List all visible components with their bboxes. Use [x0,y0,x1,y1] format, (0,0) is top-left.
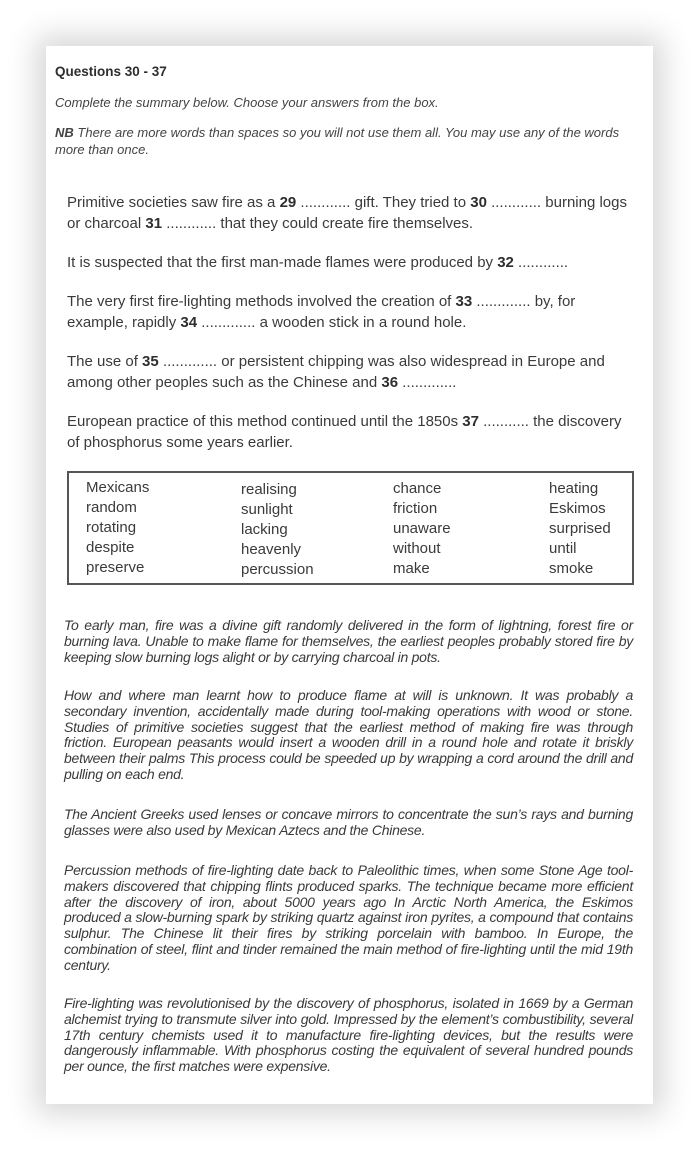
passage-paragraph: The Ancient Greeks used lenses or concave mirrors to concentrate the sun’s rays and burning glasses were also used by Mexican Aztecs and the Chinese. [64,806,633,838]
word-option: random [86,499,137,516]
word-option: despite [86,539,135,556]
gap-number: 32 [497,254,514,271]
gap-blank: ............. or persistent chipping was also widespread in Europe and among other peoples such as the Chinese and [67,353,605,391]
gap-blank: ............. by, for example, rapidly [67,293,576,331]
word-column [393,479,451,579]
word-option: surprised [549,520,611,537]
gap-number: 30 [470,194,487,211]
word-option: without [393,540,441,557]
gap-blank: ............ burning logs or charcoal [67,194,627,232]
gap-number: 31 [145,214,163,232]
word-option: lacking [241,521,288,538]
instruction-text: Complete the summary below. Choose your answers from the box. [55,95,439,110]
word-box [67,471,634,585]
summary-paragraph [67,193,637,234]
summary-paragraph [67,292,637,333]
summary-text: The use of [67,353,143,370]
summary-text: The very first fire-lighting methods involved the creation of [67,293,456,310]
word-column [549,479,611,579]
gap-number: 29 [279,194,297,211]
word-option: smoke [549,560,594,577]
word-column [241,480,314,580]
word-option: preserve [86,559,145,576]
summary-text: Primitive societies saw fire as a [67,194,280,211]
gap-number: 33 [455,293,473,310]
gap-blank: ............. [398,373,457,391]
nb-note [55,124,640,158]
word-option: Eskimos [549,500,606,517]
summary-text: It is suspected that the first man-made flames were produced by [67,254,498,271]
word-option: heavenly [241,541,302,558]
passage-paragraph: To early man, fire was a divine gift randomly delivered in the form of lightning, forest fire or burning lava. Unable to make flame for themselves, the earliest peoples probably stored fire by keeping slow burning logs alight or by carrying charcoal in pots. [64,617,633,665]
gap-blank: ........... the discovery of phosphorus some years earlier. [67,413,622,451]
question-card [46,46,653,1104]
gap-blank: ............. a wooden stick in a round hole. [197,313,467,331]
word-option: Mexicans [86,479,150,496]
word-option: friction [393,500,438,517]
passage-paragraph: Fire-lighting was revolutionised by the discovery of phosphorus, isolated in 1669 by a German alchemist trying to transmute silver into gold. Impressed by the element’s combustibility, several 17th century chemists used it to manufacture fire-lighting devices, but the results were dangerously inflammable. With phosphorus costing the equivalent of several hundred pounds per ounce, the first matches were expensive. [64,995,633,1075]
word-option: until [549,540,577,557]
word-option: rotating [86,519,137,536]
summary-paragraph [67,412,637,453]
gap-number: 34 [180,313,198,331]
word-option: chance [393,480,442,497]
word-column [86,478,149,578]
passage-paragraph: Percussion methods of fire-lighting date back to Paleolithic times, when some Stone Age tool-makers discovered that chipping flints produced sparks. The technique became more efficient after the discovery of iron, about 5000 years ago In Arctic North America, the Eskimos produced a slow-burning spark by striking quartz against iron pyrites, a compound that contains sulphur. The Chinese lit their fires by striking porcelain with bamboo. In Europe, the combination of steel, flint and tinder remained the main method of fire-lighting until the mid 19th century. [64,862,633,973]
word-option: unaware [393,520,451,537]
gap-number: 37 [462,413,479,430]
gap-blank: ............ gift. They tried to [296,194,471,211]
word-option: realising [241,481,297,498]
gap-blank: ............ [513,254,569,271]
word-option: percussion [241,561,314,578]
passage-paragraph: How and where man learnt how to produce flame at will is unknown. It was probably a secondary invention, accidentally made during tool-making operations with wood or stone. Studies of primitive societies suggest that the earliest method of making fire was through friction. European peasants would insert a wooden drill in a round hole and rotate it briskly between their palms This process could be speeded up by wrapping a cord around the drill and pulling on each end. [64,687,633,782]
questions-heading: Questions 30 - 37 [55,64,167,79]
word-option: heating [549,480,599,497]
summary-paragraph [67,253,637,274]
gap-blank: ............ that they could create fire themselves. [162,214,474,232]
word-option: make [393,560,430,577]
summary-paragraph [67,352,637,393]
summary-text: European practice of this method continued until the 1850s [67,413,463,430]
nb-label: NB [55,125,74,140]
nb-text: There are more words than spaces so you will not use them all. You may use any of the words more than once. [55,125,620,157]
word-option: sunlight [241,501,293,518]
gap-number: 36 [381,373,399,391]
gap-number: 35 [142,353,159,370]
